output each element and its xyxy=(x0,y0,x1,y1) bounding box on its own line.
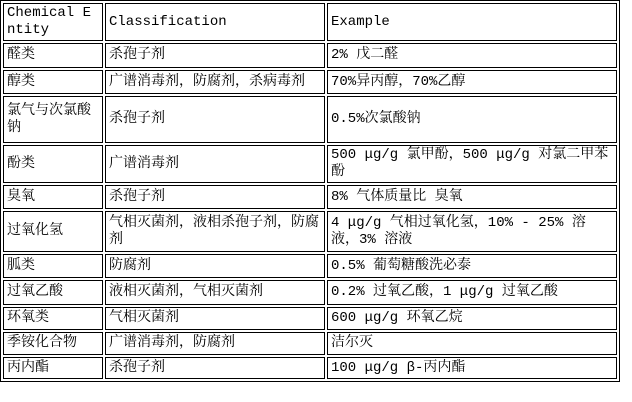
column-header-chemical-entity: Chemical Entity xyxy=(3,3,103,41)
table-row xyxy=(3,357,617,379)
cell-classification: 广谱消毒剂，防腐剂，杀病毒剂 xyxy=(105,70,325,94)
cell-entity: 氯气与次氯酸钠 xyxy=(3,96,103,143)
cell-example: 洁尔灭 xyxy=(327,332,617,355)
cell-classification: 杀孢子剂 xyxy=(105,43,325,68)
cell-classification: 广谱消毒剂 xyxy=(105,145,325,183)
cell-example: 0.2% 过氧乙酸，1 μg/g 过氧乙酸 xyxy=(327,280,617,305)
cell-entity: 醇类 xyxy=(3,70,103,94)
table-row xyxy=(3,254,617,278)
cell-classification: 杀孢子剂 xyxy=(105,185,325,209)
cell-classification: 广谱消毒剂，防腐剂 xyxy=(105,332,325,355)
cell-example: 0.5%次氯酸钠 xyxy=(327,96,617,143)
cell-example: 500 μg/g 氯甲酚，500 μg/g 对氯二甲苯酚 xyxy=(327,145,617,183)
table-row xyxy=(3,185,617,209)
cell-classification: 杀孢子剂 xyxy=(105,96,325,143)
cell-classification: 气相灭菌剂，液相杀孢子剂，防腐剂 xyxy=(105,211,325,252)
cell-example: 100 μg/g β-丙内酯 xyxy=(327,357,617,379)
header-row xyxy=(3,3,617,41)
column-header-example: Example xyxy=(327,3,617,41)
cell-entity: 丙内酯 xyxy=(3,357,103,379)
cell-entity: 臭氧 xyxy=(3,185,103,209)
cell-classification: 杀孢子剂 xyxy=(105,357,325,379)
cell-classification: 液相灭菌剂，气相灭菌剂 xyxy=(105,280,325,305)
cell-entity: 季铵化合物 xyxy=(3,332,103,355)
cell-entity: 过氧乙酸 xyxy=(3,280,103,305)
table-header xyxy=(3,3,617,41)
table-row xyxy=(3,96,617,143)
table-row xyxy=(3,145,617,183)
cell-example: 70%异丙醇，70%乙醇 xyxy=(327,70,617,94)
cell-entity: 过氧化氢 xyxy=(3,211,103,252)
cell-classification: 防腐剂 xyxy=(105,254,325,278)
table-row xyxy=(3,211,617,252)
column-header-classification: Classification xyxy=(105,3,325,41)
table-row xyxy=(3,307,617,330)
cell-entity: 胍类 xyxy=(3,254,103,278)
cell-entity: 醛类 xyxy=(3,43,103,68)
cell-example: 2% 戊二醛 xyxy=(327,43,617,68)
table-row xyxy=(3,43,617,68)
table-row xyxy=(3,332,617,355)
table-row xyxy=(3,70,617,94)
table-row xyxy=(3,280,617,305)
cell-example: 8% 气体质量比 臭氧 xyxy=(327,185,617,209)
cell-example: 600 μg/g 环氧乙烷 xyxy=(327,307,617,330)
cell-entity: 酚类 xyxy=(3,145,103,183)
cell-example: 4 μg/g 气相过氧化氢，10% - 25% 溶液，3% 溶液 xyxy=(327,211,617,252)
cell-classification: 气相灭菌剂 xyxy=(105,307,325,330)
cell-example: 0.5% 葡萄糖酸洗必泰 xyxy=(327,254,617,278)
table-body xyxy=(3,43,617,379)
cell-entity: 环氧类 xyxy=(3,307,103,330)
